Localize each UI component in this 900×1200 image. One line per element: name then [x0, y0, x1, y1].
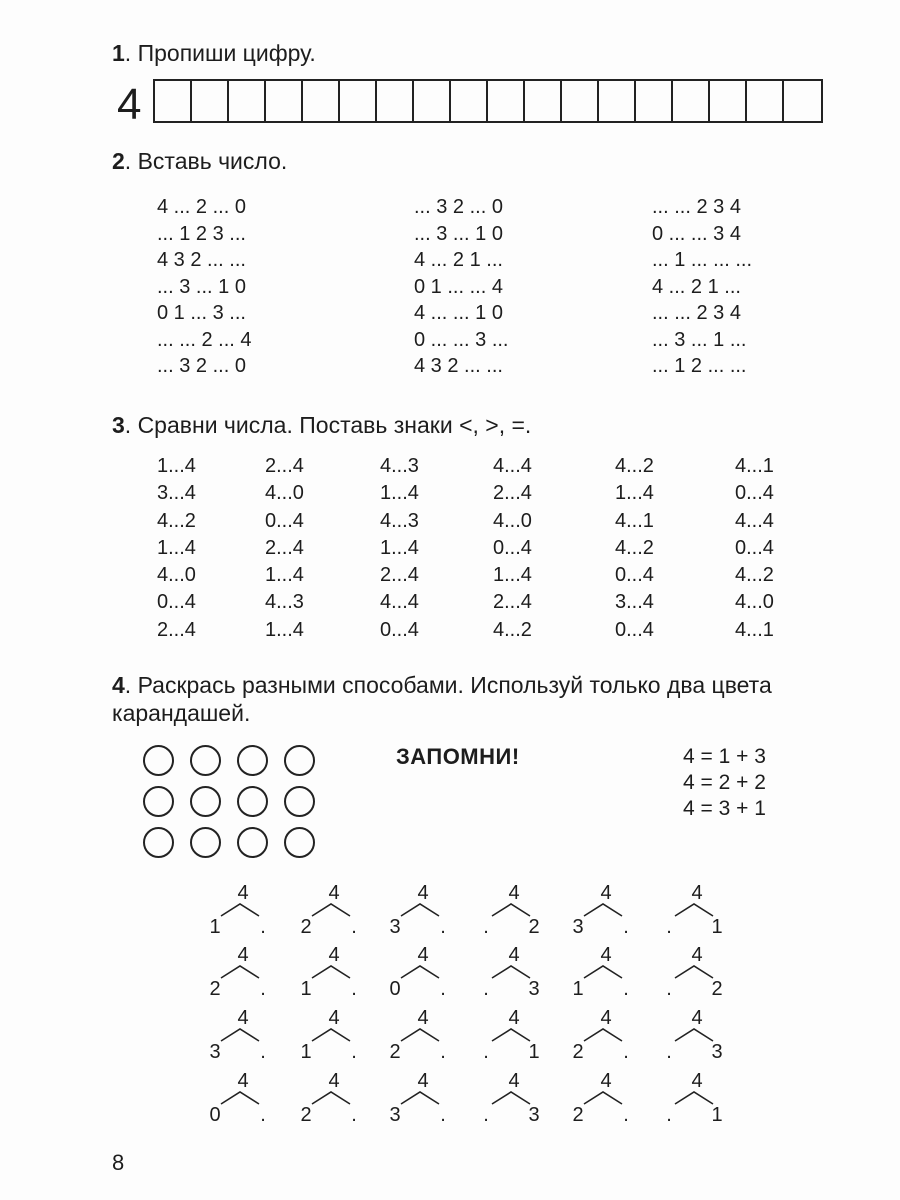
tree-top-number: 4	[600, 944, 612, 966]
writing-cell[interactable]	[636, 81, 673, 121]
number-tree	[476, 882, 546, 942]
task3-text: . Сравни числа. Поставь знаки <, >, =.	[124, 412, 532, 438]
tree-right-part[interactable]: 1	[528, 1041, 540, 1063]
number-tree	[296, 882, 366, 942]
compare-column-1[interactable]: 1...4 3...4 4...2 1...4 4...0 0...4 2...4	[157, 455, 196, 641]
tree-branch-icon	[399, 965, 441, 979]
number-tree	[476, 1070, 546, 1130]
compare-column-5[interactable]: 4...2 1...4 4...1 4...2 0...4 3...4 0...4	[615, 455, 654, 641]
number-tree	[296, 944, 366, 1004]
tree-left-part[interactable]: 0	[209, 1104, 221, 1126]
tree-left-part[interactable]: .	[483, 978, 489, 1000]
tree-right-part[interactable]: .	[260, 1104, 266, 1126]
compare-column-2[interactable]: 2...4 4...0 0...4 2...4 1...4 4...3 1...4	[265, 455, 304, 641]
tree-branch-icon	[490, 1028, 532, 1042]
tree-branch-icon	[673, 1091, 715, 1105]
tree-top-number: 4	[237, 882, 249, 904]
tree-right-part[interactable]: .	[351, 1104, 357, 1126]
number-tree	[205, 1070, 275, 1130]
writing-cell[interactable]	[710, 81, 747, 121]
number-tree	[659, 1070, 729, 1130]
tree-right-part[interactable]: .	[351, 916, 357, 938]
number-tree	[568, 944, 638, 1004]
tree-top-number: 4	[328, 882, 340, 904]
coloring-circle[interactable]	[237, 745, 268, 776]
coloring-circle[interactable]	[190, 745, 221, 776]
tree-left-part[interactable]: 3	[389, 1104, 401, 1126]
task3-heading	[112, 412, 531, 439]
tree-branch-icon	[582, 1091, 624, 1105]
tree-left-part[interactable]: 2	[572, 1104, 584, 1126]
writing-cell[interactable]	[784, 81, 821, 121]
number-tree	[385, 1007, 455, 1067]
number-tree	[659, 1007, 729, 1067]
tree-right-part[interactable]: .	[351, 978, 357, 1000]
insert-column-2[interactable]: ... 3 2 ... 0 ... 3 ... 1 0 4 ... 2 1 ... 0 1 ... ... 4 4 ... ... 1 0 0 ... ... 3 ... 4 3 2 ... ...	[414, 196, 509, 377]
compare-column-6[interactable]: 4...1 0...4 4...4 0...4 4...2 4...0 4...1	[735, 455, 774, 641]
tree-left-part[interactable]: 0	[389, 978, 401, 1000]
tree-right-part[interactable]: 2	[711, 978, 723, 1000]
coloring-circle[interactable]	[284, 786, 315, 817]
writing-cell[interactable]	[488, 81, 525, 121]
coloring-circles[interactable]	[143, 745, 315, 858]
tree-left-part[interactable]: 3	[389, 916, 401, 938]
insert-column-3[interactable]: ... ... 2 3 4 0 ... ... 3 4 ... 1 ... ... ... 4 ... 2 1 ... ... ... 2 3 4 ... 3 ... 1 ... ... 1 2 ... ...	[652, 196, 753, 377]
writing-cell[interactable]	[192, 81, 229, 121]
number-tree	[659, 944, 729, 1004]
tree-top-number: 4	[328, 1070, 340, 1092]
tree-branch-icon	[673, 1028, 715, 1042]
remember-title: ЗАПОМНИ!	[396, 744, 520, 769]
tree-top-number: 4	[417, 1007, 429, 1029]
tree-branch-icon	[219, 1091, 261, 1105]
number-tree	[205, 944, 275, 1004]
tree-left-part[interactable]: 3	[572, 916, 584, 938]
tree-left-part[interactable]: 2	[572, 1041, 584, 1063]
writing-cell[interactable]	[747, 81, 784, 121]
coloring-circle[interactable]	[143, 827, 174, 858]
tree-right-part[interactable]: .	[623, 1104, 629, 1126]
coloring-circle[interactable]	[143, 745, 174, 776]
writing-cell[interactable]	[155, 81, 192, 121]
tree-top-number: 4	[508, 1007, 520, 1029]
tree-left-part[interactable]: 1	[209, 916, 221, 938]
tree-branch-icon	[399, 1091, 441, 1105]
tree-right-part[interactable]: 3	[528, 1104, 540, 1126]
tree-left-part[interactable]: 3	[209, 1041, 221, 1063]
tree-top-number: 4	[417, 882, 429, 904]
tree-top-number: 4	[691, 1007, 703, 1029]
task2-heading	[112, 148, 287, 175]
writing-cell[interactable]	[229, 81, 266, 121]
tree-branch-icon	[219, 965, 261, 979]
tree-left-part[interactable]: 2	[209, 978, 221, 1000]
tree-left-part[interactable]: .	[666, 1104, 672, 1126]
tree-left-part[interactable]: 1	[572, 978, 584, 1000]
tree-branch-icon	[310, 1091, 352, 1105]
writing-cells[interactable]	[153, 79, 823, 123]
number-tree	[568, 1007, 638, 1067]
coloring-circle[interactable]	[237, 786, 268, 817]
tree-top-number: 4	[600, 882, 612, 904]
tree-left-part[interactable]: .	[666, 978, 672, 1000]
tree-branch-icon	[399, 903, 441, 917]
number-tree	[385, 944, 455, 1004]
tree-left-part[interactable]: .	[483, 916, 489, 938]
number-tree	[476, 1007, 546, 1067]
writing-cell[interactable]	[562, 81, 599, 121]
tree-top-number: 4	[600, 1070, 612, 1092]
tree-top-number: 4	[508, 882, 520, 904]
coloring-circle[interactable]	[143, 786, 174, 817]
coloring-circle[interactable]	[190, 786, 221, 817]
task2-number: 2	[112, 148, 125, 174]
tree-right-part[interactable]: .	[440, 1104, 446, 1126]
writing-cell[interactable]	[673, 81, 710, 121]
tree-left-part[interactable]: .	[483, 1104, 489, 1126]
task1-number: 1	[112, 40, 125, 66]
number-tree	[296, 1007, 366, 1067]
number-tree	[385, 1070, 455, 1130]
task4-number: 4	[112, 672, 125, 698]
writing-cell[interactable]	[303, 81, 340, 121]
tree-top-number: 4	[417, 1070, 429, 1092]
tree-top-number: 4	[237, 944, 249, 966]
tree-right-part[interactable]: .	[623, 916, 629, 938]
tree-top-number: 4	[691, 944, 703, 966]
number-tree	[568, 1070, 638, 1130]
coloring-circle[interactable]	[284, 827, 315, 858]
tree-left-part[interactable]: .	[666, 1041, 672, 1063]
tree-top-number: 4	[417, 944, 429, 966]
tree-right-part[interactable]: .	[260, 978, 266, 1000]
tree-top-number: 4	[237, 1070, 249, 1092]
number-tree	[296, 1070, 366, 1130]
writing-cell[interactable]	[414, 81, 451, 121]
tree-branch-icon	[219, 1028, 261, 1042]
sample-digit: 4	[117, 80, 142, 129]
tree-branch-icon	[582, 965, 624, 979]
number-tree	[205, 1007, 275, 1067]
tree-top-number: 4	[691, 882, 703, 904]
tree-branch-icon	[219, 903, 261, 917]
tree-left-part[interactable]: 2	[300, 1104, 312, 1126]
tree-branch-icon	[582, 903, 624, 917]
tree-right-part[interactable]: .	[351, 1041, 357, 1063]
number-tree	[568, 882, 638, 942]
writing-cell[interactable]	[451, 81, 488, 121]
coloring-circle[interactable]	[190, 827, 221, 858]
tree-left-part[interactable]: 1	[300, 1041, 312, 1063]
writing-cell[interactable]	[525, 81, 562, 121]
task1-heading	[112, 40, 316, 67]
number-tree	[385, 882, 455, 942]
tree-top-number: 4	[328, 944, 340, 966]
tree-top-number: 4	[691, 1070, 703, 1092]
coloring-circle[interactable]	[284, 745, 315, 776]
tree-branch-icon	[673, 965, 715, 979]
coloring-circle[interactable]	[237, 827, 268, 858]
tree-right-part[interactable]: 2	[528, 916, 540, 938]
tree-top-number: 4	[237, 1007, 249, 1029]
tree-branch-icon	[673, 903, 715, 917]
tree-right-part[interactable]: 3	[711, 1041, 723, 1063]
writing-cell[interactable]	[377, 81, 414, 121]
tree-left-part[interactable]: .	[483, 1041, 489, 1063]
tree-right-part[interactable]: .	[623, 1041, 629, 1063]
number-tree	[205, 882, 275, 942]
tree-left-part[interactable]: 1	[300, 978, 312, 1000]
page-number: 8	[112, 1150, 125, 1175]
tree-branch-icon	[310, 903, 352, 917]
insert-column-1[interactable]: 4 ... 2 ... 0 ... 1 2 3 ... 4 3 2 ... ... ... 3 ... 1 0 0 1 ... 3 ... ... ... 2 ... 4 ... 3 2 ... 0	[157, 196, 252, 377]
tree-branch-icon	[490, 1091, 532, 1105]
tree-branch-icon	[310, 1028, 352, 1042]
tree-branch-icon	[582, 1028, 624, 1042]
task4-heading	[112, 672, 772, 699]
tree-left-part[interactable]: 2	[389, 1041, 401, 1063]
tree-right-part[interactable]: .	[260, 1041, 266, 1063]
number-tree	[476, 944, 546, 1004]
compare-column-4[interactable]: 4...4 2...4 4...0 0...4 1...4 2...4 4...2	[493, 455, 532, 641]
tree-right-part[interactable]: 1	[711, 1104, 723, 1126]
tree-right-part[interactable]: 1	[711, 916, 723, 938]
tree-top-number: 4	[328, 1007, 340, 1029]
tree-top-number: 4	[508, 1070, 520, 1092]
compare-column-3[interactable]: 4...3 1...4 4...3 1...4 2...4 4...4 0...4	[380, 455, 419, 641]
tree-right-part[interactable]: .	[623, 978, 629, 1000]
tree-branch-icon	[399, 1028, 441, 1042]
tree-right-part[interactable]: .	[440, 916, 446, 938]
task4-text-line2: карандашей.	[112, 700, 251, 726]
tree-top-number: 4	[508, 944, 520, 966]
tree-right-part[interactable]: .	[440, 978, 446, 1000]
tree-left-part[interactable]: .	[666, 916, 672, 938]
tree-right-part[interactable]: 3	[528, 978, 540, 1000]
remember-equations: 4 = 1 + 3 4 = 2 + 2 4 = 3 + 1	[683, 745, 766, 820]
writing-cell[interactable]	[599, 81, 636, 121]
task2-text: . Вставь число.	[124, 148, 288, 174]
task1-text: . Пропиши цифру.	[124, 40, 316, 66]
task3-number: 3	[112, 412, 125, 438]
tree-right-part[interactable]: .	[440, 1041, 446, 1063]
tree-top-number: 4	[600, 1007, 612, 1029]
tree-right-part[interactable]: .	[260, 916, 266, 938]
tree-left-part[interactable]: 2	[300, 916, 312, 938]
tree-branch-icon	[310, 965, 352, 979]
tree-branch-icon	[490, 965, 532, 979]
task4-text-line1: . Раскрась разными способами. Используй только два цвета	[124, 672, 772, 698]
writing-cell[interactable]	[340, 81, 377, 121]
writing-cell[interactable]	[266, 81, 303, 121]
tree-branch-icon	[490, 903, 532, 917]
number-tree	[659, 882, 729, 942]
